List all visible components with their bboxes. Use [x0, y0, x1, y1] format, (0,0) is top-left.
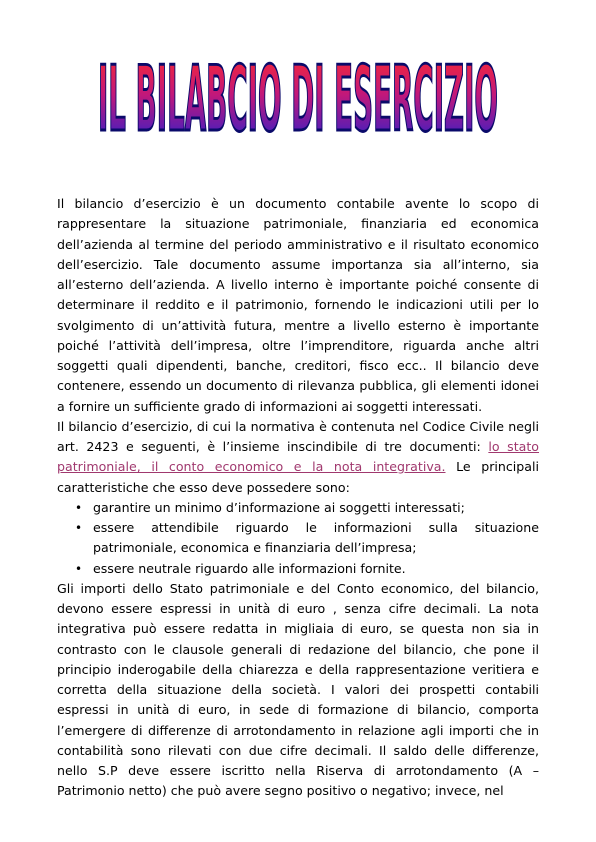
- list-item: [57, 559, 539, 579]
- characteristics-list: [57, 498, 539, 579]
- title-wordart: [0, 52, 596, 172]
- document-body: [57, 194, 539, 802]
- list-item-text: essere neutrale riguardo alle informazioni fornite.: [93, 560, 406, 576]
- paragraph-documents: [57, 417, 539, 498]
- paragraph-amounts: Gli importi dello Stato patrimoniale e del Conto economico, del bilancio, devono essere espressi in unità di euro , senza cifre decimali. La nota integrativa può essere redatta in migliaia di euro, se questa non sia in contrasto con le clausole generali di redazione del bilancio, che pone il principio inderogabile della chiarezza e della rappresentazione veritiera e corretta della situazione della società. I valori dei prospetti contabili espressi in unità di euro, in sede di formazione di bilancio, comporta l’emergere di differenze di arrotondamento in relazione agli importi che in contabilità sono rilevati con due cifre decimali. Il saldo delle differenze, nello S.P deve essere iscritto nella Riserva di arrotondamento (A – Patrimonio netto) che può avere segno positivo o negativo; invece, nel: [57, 580, 539, 799]
- documents-link[interactable]: lo stato patrimoniale, il conto economico e la nota integrativa.: [57, 439, 539, 475]
- list-item-text: essere attendibile riguardo le informazioni sulla situazione patrimoniale, economica e finanziaria dell’impresa;: [93, 520, 539, 556]
- bullet-icon: •: [75, 500, 83, 515]
- list-item-text: garantire un minimo d’informazione ai soggetti interessati;: [93, 499, 465, 515]
- page-title: IL BILABCIO DI ESERCIZIO: [98, 52, 499, 153]
- list-item: [57, 498, 539, 518]
- list-item: [57, 518, 539, 559]
- paragraph-documents-tail: Le principali caratteristiche che esso deve possedere sono:: [57, 459, 539, 495]
- bullet-icon: •: [75, 521, 83, 535]
- bullet-icon: •: [75, 561, 83, 576]
- title-wordart-graphic: [0, 52, 596, 172]
- paragraph-documents-text: Il bilancio d’esercizio, di cui la normativa è contenuta nel Codice Civile negli art. 2423 e seguenti, è l’insieme inscindibile di tre documenti:: [57, 418, 539, 454]
- paragraph-intro: Il bilancio d’esercizio è un documento contabile avente lo scopo di rappresentare la situazione patrimoniale, finanziaria ed economica dell’azienda al termine del periodo amministrativo e il risultato economico dell’esercizio. Tale documento assume importanza sia all’interno, sia all’esterno dell’azienda. A livello interno è importante poiché consente di determinare il reddito e il patrimonio, fornendo le indicazioni utili per lo svolgimento di un’attività futura, mentre a livello esterno è importante poiché l’attività dell’impresa, oltre l’imprenditore, riguarda anche altri soggetti quali dipendenti, banche, creditori, fisco ecc.. Il bilancio deve contenere, essendo un documento di rilevanza pubblica, gli elementi idonei a fornire un sufficiente grado di informazioni ai soggetti interessati.: [57, 196, 539, 414]
